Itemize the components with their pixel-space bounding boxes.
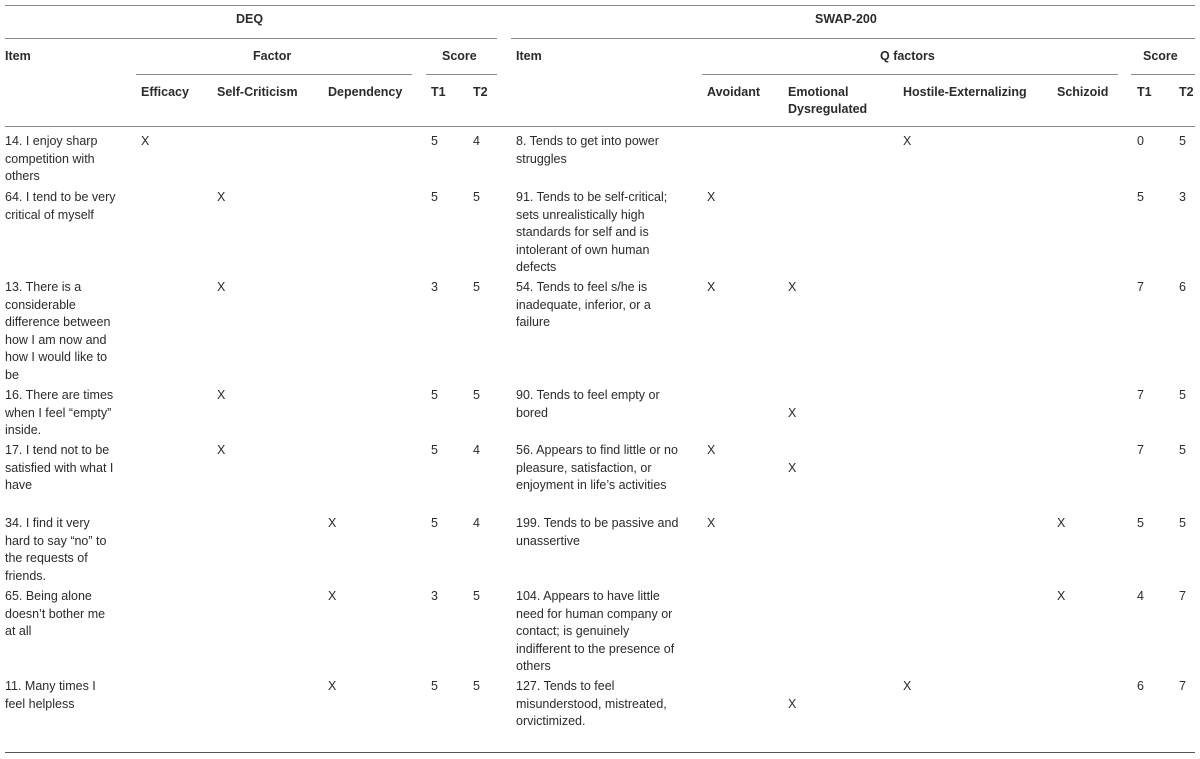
cell-line: defects bbox=[516, 260, 557, 274]
cell-line: at all bbox=[5, 624, 32, 638]
cell-dependency: X bbox=[328, 589, 337, 603]
cell-line: 199. Tends to be passive and bbox=[516, 516, 679, 530]
cell-deq-t1: 5 bbox=[431, 190, 438, 204]
cell-emotional: X bbox=[788, 696, 797, 711]
cell-line: failure bbox=[516, 315, 551, 329]
cell-swap-item bbox=[516, 279, 696, 332]
cell-line: 65. Being alone bbox=[5, 589, 92, 603]
cell-swap-t1: 5 bbox=[1137, 516, 1144, 530]
cell-hostile: X bbox=[903, 134, 912, 148]
cell-line: considerable bbox=[5, 297, 76, 312]
cell-line: how I would like to bbox=[5, 350, 108, 364]
cell-line: difference between bbox=[5, 315, 111, 329]
cell-line: 127. Tends to feel bbox=[516, 679, 615, 693]
cell-line: feel helpless bbox=[5, 696, 75, 711]
cell-swap-t2: 3 bbox=[1179, 190, 1186, 204]
cell-deq-t2: 4 bbox=[473, 443, 480, 457]
deq-t2-header: T2 bbox=[473, 85, 488, 99]
cell-swap-t1: 7 bbox=[1137, 388, 1144, 402]
cell-emotional: X bbox=[788, 280, 797, 294]
cell-line: competition with bbox=[5, 151, 95, 166]
emotional-dysregulated-header-line1: Emotional bbox=[788, 85, 849, 99]
qfactors-header: Q factors bbox=[880, 49, 935, 63]
deq-score-rule bbox=[426, 74, 497, 75]
cell-line: be bbox=[5, 367, 19, 382]
cell-deq-t1: 5 bbox=[431, 388, 438, 402]
swap-t2-header: T2 bbox=[1179, 85, 1194, 99]
cell-self-criticism: X bbox=[217, 388, 226, 402]
cell-line: 14. I enjoy sharp bbox=[5, 134, 98, 148]
cell-line: when I feel “empty” bbox=[5, 405, 112, 420]
cell-swap-item bbox=[516, 387, 696, 422]
cell-line: 8. Tends to get into power bbox=[516, 134, 659, 148]
cell-swap-item bbox=[516, 678, 696, 731]
cell-schizoid: X bbox=[1057, 589, 1066, 603]
cell-line: need for human company or bbox=[516, 606, 673, 621]
hostile-externalizing-header: Hostile-Externalizing bbox=[903, 85, 1027, 99]
cell-line: bored bbox=[516, 405, 548, 420]
cell-line: standards for self and is bbox=[516, 225, 649, 239]
swap-t1-header: T1 bbox=[1137, 85, 1152, 99]
dependency-header: Dependency bbox=[328, 85, 403, 99]
cell-swap-t1: 5 bbox=[1137, 190, 1144, 204]
cell-emotional: X bbox=[788, 405, 797, 420]
cell-dependency: X bbox=[328, 679, 337, 693]
cell-swap-t2: 5 bbox=[1179, 516, 1186, 530]
cell-line: 91. Tends to be self-critical; bbox=[516, 190, 668, 204]
cell-deq-t2: 5 bbox=[473, 589, 480, 603]
cell-avoidant: X bbox=[707, 516, 716, 530]
swap-item-header: Item bbox=[516, 49, 542, 63]
cell-avoidant: X bbox=[707, 443, 716, 457]
factor-rule bbox=[136, 74, 412, 75]
cell-swap-t2: 7 bbox=[1179, 679, 1186, 693]
cell-deq-t1: 5 bbox=[431, 443, 438, 457]
deq-score-header: Score bbox=[442, 49, 477, 63]
cell-line: others bbox=[516, 659, 551, 673]
cell-line: unassertive bbox=[516, 533, 580, 548]
cell-self-criticism: X bbox=[217, 280, 226, 294]
cell-deq-item bbox=[5, 133, 131, 186]
cell-deq-t2: 4 bbox=[473, 134, 480, 148]
cell-deq-item bbox=[5, 588, 131, 641]
cell-swap-t1: 0 bbox=[1137, 134, 1144, 148]
cell-deq-item bbox=[5, 442, 131, 495]
cell-swap-t1: 7 bbox=[1137, 280, 1144, 294]
cell-line: sets unrealistically high bbox=[516, 207, 645, 222]
cell-swap-t1: 6 bbox=[1137, 679, 1144, 693]
cell-swap-t1: 4 bbox=[1137, 589, 1144, 603]
deq-group-rule bbox=[5, 38, 497, 39]
emotional-dysregulated-header-line2: Dysregulated bbox=[788, 102, 868, 116]
deq-t1-header: T1 bbox=[431, 85, 446, 99]
cell-swap-item bbox=[516, 189, 696, 277]
cell-line: how I am now and bbox=[5, 332, 107, 347]
cell-line: 56. Appears to find little or no bbox=[516, 443, 678, 457]
cell-line: doesn’t bother me bbox=[5, 606, 106, 621]
cell-line: pleasure, satisfaction, or bbox=[516, 460, 652, 475]
cell-line: others bbox=[5, 169, 40, 183]
cell-line: orvictimized. bbox=[516, 714, 586, 728]
deq-item-header: Item bbox=[5, 49, 31, 63]
cell-swap-item bbox=[516, 588, 696, 676]
cell-line: 90. Tends to feel empty or bbox=[516, 388, 660, 402]
cell-swap-t2: 7 bbox=[1179, 589, 1186, 603]
qfactors-rule bbox=[702, 74, 1118, 75]
cell-deq-t2: 4 bbox=[473, 516, 480, 530]
cell-deq-t1: 5 bbox=[431, 679, 438, 693]
cell-schizoid: X bbox=[1057, 516, 1066, 530]
cell-line: 13. There is a bbox=[5, 280, 82, 294]
swap-header: SWAP-200 bbox=[815, 12, 877, 26]
cell-deq-t1: 5 bbox=[431, 516, 438, 530]
cell-line: inside. bbox=[5, 423, 42, 437]
cell-line: 16. There are times bbox=[5, 388, 114, 402]
cell-swap-item bbox=[516, 442, 696, 495]
factor-header: Factor bbox=[253, 49, 292, 63]
cell-deq-t1: 3 bbox=[431, 280, 438, 294]
cell-line: the requests of bbox=[5, 551, 88, 565]
cell-swap-t2: 5 bbox=[1179, 443, 1186, 457]
cell-dependency: X bbox=[328, 516, 337, 530]
cell-line: struggles bbox=[516, 151, 567, 166]
cell-deq-t2: 5 bbox=[473, 190, 480, 204]
self-criticism-header: Self-Criticism bbox=[217, 85, 298, 99]
deq-header: DEQ bbox=[236, 12, 264, 26]
cell-deq-t1: 5 bbox=[431, 134, 438, 148]
cell-line: misunderstood, mistreated, bbox=[516, 696, 667, 711]
cell-swap-t2: 5 bbox=[1179, 388, 1186, 402]
cell-line: contact; is genuinely bbox=[516, 624, 630, 638]
cell-swap-t2: 6 bbox=[1179, 280, 1186, 294]
cell-line: 34. I find it very bbox=[5, 516, 90, 530]
cell-swap-t1: 7 bbox=[1137, 443, 1144, 457]
cell-deq-t2: 5 bbox=[473, 679, 480, 693]
cell-line: indifferent to the presence of bbox=[516, 641, 675, 656]
swap-group-rule bbox=[511, 38, 1195, 39]
cell-deq-t2: 5 bbox=[473, 388, 480, 402]
cell-hostile: X bbox=[903, 679, 912, 693]
cell-line: 17. I tend not to be bbox=[5, 443, 110, 457]
cell-deq-item bbox=[5, 279, 131, 384]
cell-deq-item bbox=[5, 189, 131, 224]
cell-self-criticism: X bbox=[217, 443, 226, 457]
cell-avoidant: X bbox=[707, 280, 716, 294]
cell-line: 64. I tend to be very bbox=[5, 190, 116, 204]
cell-line: hard to say “no” to bbox=[5, 533, 107, 548]
cell-avoidant: X bbox=[707, 190, 716, 204]
top-rule bbox=[5, 5, 1195, 6]
swap-score-header: Score bbox=[1143, 49, 1178, 63]
swap-score-rule bbox=[1131, 74, 1195, 75]
table-bottom-rule bbox=[5, 752, 1195, 753]
schizoid-header: Schizoid bbox=[1057, 85, 1109, 99]
cell-deq-t1: 3 bbox=[431, 589, 438, 603]
cell-line: enjoyment in life’s activities bbox=[516, 478, 667, 492]
cell-deq-item bbox=[5, 515, 131, 585]
cell-line: satisfied with what I bbox=[5, 460, 114, 475]
cell-line: 11. Many times I bbox=[5, 679, 96, 693]
cell-swap-item bbox=[516, 133, 696, 168]
header-bottom-rule bbox=[5, 126, 1195, 127]
cell-line: have bbox=[5, 478, 33, 492]
cell-line: 54. Tends to feel s/he is bbox=[516, 280, 648, 294]
cell-emotional: X bbox=[788, 460, 797, 475]
cell-efficacy: X bbox=[141, 134, 150, 148]
cell-deq-item bbox=[5, 678, 131, 713]
cell-line: intolerant of own human bbox=[516, 242, 650, 257]
efficacy-header: Efficacy bbox=[141, 85, 189, 99]
cell-swap-t2: 5 bbox=[1179, 134, 1186, 148]
avoidant-header: Avoidant bbox=[707, 85, 761, 99]
cell-line: critical of myself bbox=[5, 207, 94, 222]
cell-line: 104. Appears to have little bbox=[516, 589, 660, 603]
cell-line: inadequate, inferior, or a bbox=[516, 297, 651, 312]
cell-swap-item bbox=[516, 515, 696, 550]
cell-line: friends. bbox=[5, 568, 46, 583]
cell-deq-item bbox=[5, 387, 131, 440]
cell-self-criticism: X bbox=[217, 190, 226, 204]
cell-deq-t2: 5 bbox=[473, 280, 480, 294]
